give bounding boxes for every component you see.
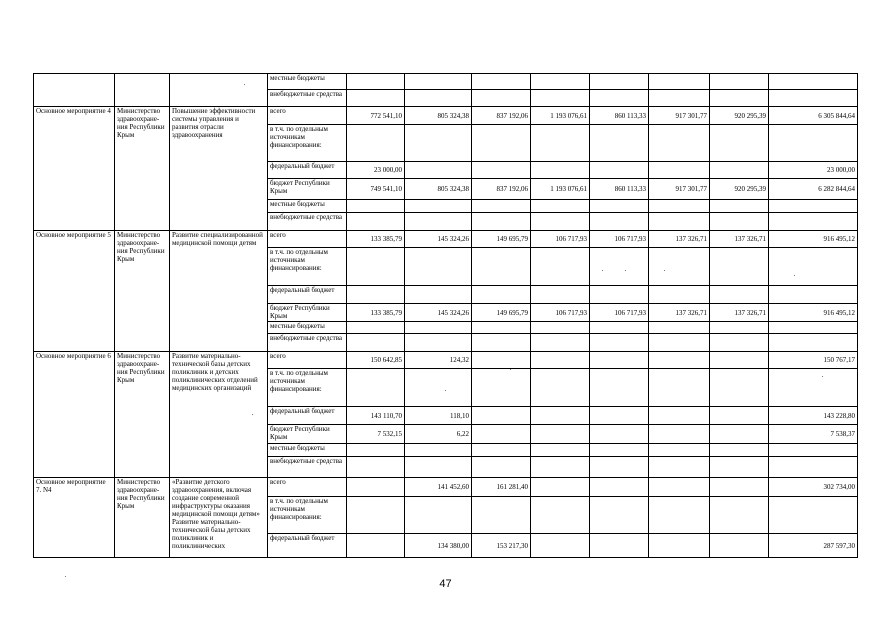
year-value xyxy=(590,407,649,425)
funding-source: внебюджетные средства xyxy=(268,213,347,231)
year-value: 1 193 076,61 xyxy=(531,107,590,125)
funding-source: федеральный бюджет xyxy=(268,534,347,558)
year-value xyxy=(472,74,531,90)
year-value xyxy=(649,248,710,286)
year-value xyxy=(472,457,531,478)
year-value xyxy=(472,286,531,304)
measure-title: Развитие материально-технической базы детских поликлиник и детских поликлинических отделений медицинских организаций xyxy=(170,352,268,478)
table-row xyxy=(34,74,858,90)
year-value xyxy=(405,334,472,352)
year-value: 137 326,71 xyxy=(710,231,769,248)
year-value: 137 326,71 xyxy=(649,304,710,322)
year-value xyxy=(531,334,590,352)
year-value xyxy=(590,425,649,444)
year-value xyxy=(472,125,531,162)
year-value: 1 193 076,61 xyxy=(531,179,590,200)
total-value xyxy=(769,322,858,334)
year-value xyxy=(531,286,590,304)
year-value: 133 385,79 xyxy=(347,304,405,322)
year-value xyxy=(405,213,472,231)
year-value xyxy=(347,444,405,457)
year-value xyxy=(472,369,531,407)
year-value xyxy=(531,125,590,162)
year-value xyxy=(649,286,710,304)
year-value: 153 217,30 xyxy=(472,534,531,558)
year-value xyxy=(405,74,472,90)
year-value xyxy=(472,248,531,286)
table-row xyxy=(34,352,858,369)
funding-source: в т.ч. по отдельным источникам финансирования: xyxy=(268,369,347,407)
year-value xyxy=(531,352,590,369)
year-value: 23 000,00 xyxy=(347,162,405,179)
year-value xyxy=(590,90,649,107)
year-value xyxy=(649,334,710,352)
year-value xyxy=(347,125,405,162)
year-value: 133 385,79 xyxy=(347,231,405,248)
year-value xyxy=(710,322,769,334)
funding-source: всего xyxy=(268,352,347,369)
year-value xyxy=(347,497,405,534)
total-value xyxy=(769,457,858,478)
year-value xyxy=(710,334,769,352)
year-value xyxy=(710,407,769,425)
table-row xyxy=(34,107,858,125)
year-value xyxy=(710,369,769,407)
year-value xyxy=(590,286,649,304)
total-value: 23 000,00 xyxy=(769,162,858,179)
financing-table xyxy=(33,73,858,558)
year-value xyxy=(590,534,649,558)
executor: Министерство здравоохране-ния Республики Крым xyxy=(115,478,170,558)
year-value: 145 324,26 xyxy=(405,231,472,248)
year-value xyxy=(649,369,710,407)
year-value xyxy=(472,497,531,534)
total-value: 287 597,30 xyxy=(769,534,858,558)
year-value: 118,10 xyxy=(405,407,472,425)
year-value xyxy=(649,497,710,534)
year-value xyxy=(405,457,472,478)
measure-title xyxy=(170,74,268,107)
scan-speck xyxy=(445,390,446,391)
year-value xyxy=(710,534,769,558)
year-value: 137 326,71 xyxy=(649,231,710,248)
year-value: 124,32 xyxy=(405,352,472,369)
year-value xyxy=(590,369,649,407)
funding-source: местные бюджеты xyxy=(268,444,347,457)
year-value xyxy=(710,425,769,444)
year-value xyxy=(405,90,472,107)
year-value xyxy=(472,322,531,334)
funding-source: местные бюджеты xyxy=(268,74,347,90)
year-value xyxy=(405,497,472,534)
year-value xyxy=(405,200,472,213)
year-value: 7 532,15 xyxy=(347,425,405,444)
year-value xyxy=(531,213,590,231)
year-value: 149 695,79 xyxy=(472,231,531,248)
year-value xyxy=(347,213,405,231)
year-value xyxy=(590,444,649,457)
year-value: 134 380,00 xyxy=(405,534,472,558)
year-value xyxy=(590,74,649,90)
year-value: 106 717,93 xyxy=(590,304,649,322)
year-value xyxy=(649,74,710,90)
year-value xyxy=(347,286,405,304)
total-value xyxy=(769,74,858,90)
year-value: 141 452,60 xyxy=(405,478,472,497)
funding-source: всего xyxy=(268,478,347,497)
year-value xyxy=(472,90,531,107)
year-value xyxy=(710,125,769,162)
total-value xyxy=(769,90,858,107)
year-value xyxy=(649,444,710,457)
year-value xyxy=(531,200,590,213)
year-value: 920 295,39 xyxy=(710,179,769,200)
funding-source: в т.ч. по отдельным источникам финансирования: xyxy=(268,125,347,162)
scan-speck xyxy=(65,576,66,577)
funding-source: федеральный бюджет xyxy=(268,162,347,179)
year-value xyxy=(405,286,472,304)
measure-title: Развитие специализированной медицинской помощи детям xyxy=(170,231,268,352)
year-value xyxy=(531,248,590,286)
year-value xyxy=(590,213,649,231)
year-value xyxy=(590,457,649,478)
total-value: 6 305 844,64 xyxy=(769,107,858,125)
year-value: 106 717,93 xyxy=(531,304,590,322)
year-value xyxy=(590,322,649,334)
funding-source: бюджет Республики Крым xyxy=(268,179,347,200)
executor xyxy=(115,74,170,107)
year-value: 860 113,33 xyxy=(590,179,649,200)
year-value xyxy=(590,497,649,534)
funding-source: внебюджетные средства xyxy=(268,90,347,107)
year-value: 920 295,39 xyxy=(710,107,769,125)
year-value xyxy=(590,248,649,286)
year-value xyxy=(649,457,710,478)
scan-speck xyxy=(602,270,603,271)
year-value xyxy=(531,425,590,444)
total-value xyxy=(769,444,858,457)
year-value xyxy=(531,478,590,497)
year-value xyxy=(590,334,649,352)
total-value xyxy=(769,213,858,231)
executor: Министерство здравоохране-ния Республики Крым xyxy=(115,231,170,352)
year-value: 6,22 xyxy=(405,425,472,444)
year-value: 106 717,93 xyxy=(590,231,649,248)
year-value xyxy=(405,322,472,334)
executor: Министерство здравоохране-ния Республики Крым xyxy=(115,107,170,231)
year-value xyxy=(531,444,590,457)
year-value xyxy=(710,90,769,107)
year-value: 106 717,93 xyxy=(531,231,590,248)
year-value: 837 192,06 xyxy=(472,107,531,125)
year-value xyxy=(590,352,649,369)
funding-source: в т.ч. по отдельным источникам финансирования: xyxy=(268,497,347,534)
year-value: 161 281,40 xyxy=(472,478,531,497)
year-value xyxy=(649,90,710,107)
funding-source: местные бюджеты xyxy=(268,322,347,334)
year-value xyxy=(531,74,590,90)
funding-source: бюджет Республики Крым xyxy=(268,304,347,322)
total-value xyxy=(769,286,858,304)
year-value xyxy=(347,74,405,90)
year-value xyxy=(649,478,710,497)
total-value: 143 228,80 xyxy=(769,407,858,425)
measure-name: Основное мероприятие 5 xyxy=(34,231,115,352)
year-value xyxy=(649,534,710,558)
year-value: 772 541,10 xyxy=(347,107,405,125)
year-value xyxy=(649,125,710,162)
year-value xyxy=(590,162,649,179)
scan-speck xyxy=(822,376,823,377)
year-value xyxy=(472,334,531,352)
year-value xyxy=(590,125,649,162)
year-value xyxy=(405,125,472,162)
year-value xyxy=(531,407,590,425)
year-value xyxy=(347,322,405,334)
year-value xyxy=(710,352,769,369)
year-value xyxy=(472,352,531,369)
total-value xyxy=(769,200,858,213)
year-value xyxy=(472,444,531,457)
year-value xyxy=(710,200,769,213)
year-value xyxy=(472,407,531,425)
year-value: 143 110,70 xyxy=(347,407,405,425)
executor: Министерство здравоохране-ния Республики Крым xyxy=(115,352,170,478)
year-value: 150 642,85 xyxy=(347,352,405,369)
year-value: 917 301,77 xyxy=(649,179,710,200)
year-value xyxy=(710,248,769,286)
total-value xyxy=(769,334,858,352)
year-value xyxy=(710,497,769,534)
total-value xyxy=(769,369,858,407)
scan-speck xyxy=(794,275,795,276)
total-value: 916 495,12 xyxy=(769,304,858,322)
year-value xyxy=(710,213,769,231)
year-value xyxy=(531,322,590,334)
year-value xyxy=(347,90,405,107)
funding-source: внебюджетные средства xyxy=(268,334,347,352)
page-number: 47 xyxy=(439,578,452,590)
year-value xyxy=(347,457,405,478)
year-value xyxy=(472,200,531,213)
year-value xyxy=(472,425,531,444)
scan-speck xyxy=(244,84,245,85)
funding-source: местные бюджеты xyxy=(268,200,347,213)
table-body xyxy=(34,74,858,558)
year-value xyxy=(405,162,472,179)
year-value: 860 113,33 xyxy=(590,107,649,125)
scan-speck xyxy=(664,270,665,271)
year-value: 837 192,06 xyxy=(472,179,531,200)
year-value xyxy=(347,369,405,407)
year-value xyxy=(710,457,769,478)
year-value xyxy=(405,248,472,286)
funding-source: в т.ч. по отдельным источникам финансирования: xyxy=(268,248,347,286)
year-value: 137 326,71 xyxy=(710,304,769,322)
year-value xyxy=(347,534,405,558)
year-value xyxy=(347,200,405,213)
funding-source: всего xyxy=(268,107,347,125)
scan-speck xyxy=(252,414,253,415)
total-value: 6 282 844,64 xyxy=(769,179,858,200)
year-value xyxy=(472,213,531,231)
year-value xyxy=(649,162,710,179)
year-value: 805 324,38 xyxy=(405,179,472,200)
measure-name: Основное мероприятие 7. N4 xyxy=(34,478,115,558)
year-value xyxy=(531,162,590,179)
year-value xyxy=(710,74,769,90)
scan-speck xyxy=(625,270,626,271)
funding-source: бюджет Республики Крым xyxy=(268,425,347,444)
funding-source: федеральный бюджет xyxy=(268,407,347,425)
year-value xyxy=(347,334,405,352)
year-value xyxy=(531,457,590,478)
year-value xyxy=(649,425,710,444)
year-value xyxy=(347,478,405,497)
scan-speck xyxy=(510,369,511,370)
measure-title: Повышение эффективности системы управления и развития отрасли здравоохранения xyxy=(170,107,268,231)
year-value: 917 301,77 xyxy=(649,107,710,125)
year-value: 145 324,26 xyxy=(405,304,472,322)
total-value: 7 538,37 xyxy=(769,425,858,444)
year-value xyxy=(531,90,590,107)
funding-source: всего xyxy=(268,231,347,248)
year-value xyxy=(649,200,710,213)
year-value xyxy=(531,369,590,407)
funding-source: федеральный бюджет xyxy=(268,286,347,304)
year-value xyxy=(649,407,710,425)
year-value xyxy=(531,534,590,558)
year-value xyxy=(710,286,769,304)
year-value xyxy=(649,322,710,334)
total-value: 916 495,12 xyxy=(769,231,858,248)
year-value xyxy=(590,200,649,213)
measure-name: Основное мероприятие 6 xyxy=(34,352,115,478)
year-value xyxy=(710,162,769,179)
year-value: 749 541,10 xyxy=(347,179,405,200)
year-value xyxy=(347,248,405,286)
total-value xyxy=(769,125,858,162)
year-value: 149 695,79 xyxy=(472,304,531,322)
total-value: 302 734,00 xyxy=(769,478,858,497)
table-row xyxy=(34,231,858,248)
table-row xyxy=(34,478,858,497)
year-value: 805 324,38 xyxy=(405,107,472,125)
total-value xyxy=(769,497,858,534)
total-value: 150 767,17 xyxy=(769,352,858,369)
funding-source: внебюджетные средства xyxy=(268,457,347,478)
measure-title: «Развитие детского здравоохранения, включая создание современной инфраструктуры оказания медицинской помощи детям» Развитие материально-технической базы детских поликлиник и поликлинических xyxy=(170,478,268,558)
year-value xyxy=(710,444,769,457)
measure-name xyxy=(34,74,115,107)
total-value xyxy=(769,248,858,286)
year-value xyxy=(649,352,710,369)
year-value xyxy=(405,444,472,457)
year-value xyxy=(649,213,710,231)
year-value xyxy=(531,497,590,534)
year-value xyxy=(590,478,649,497)
measure-name: Основное мероприятие 4 xyxy=(34,107,115,231)
year-value xyxy=(710,478,769,497)
year-value xyxy=(472,162,531,179)
year-value xyxy=(405,369,472,407)
